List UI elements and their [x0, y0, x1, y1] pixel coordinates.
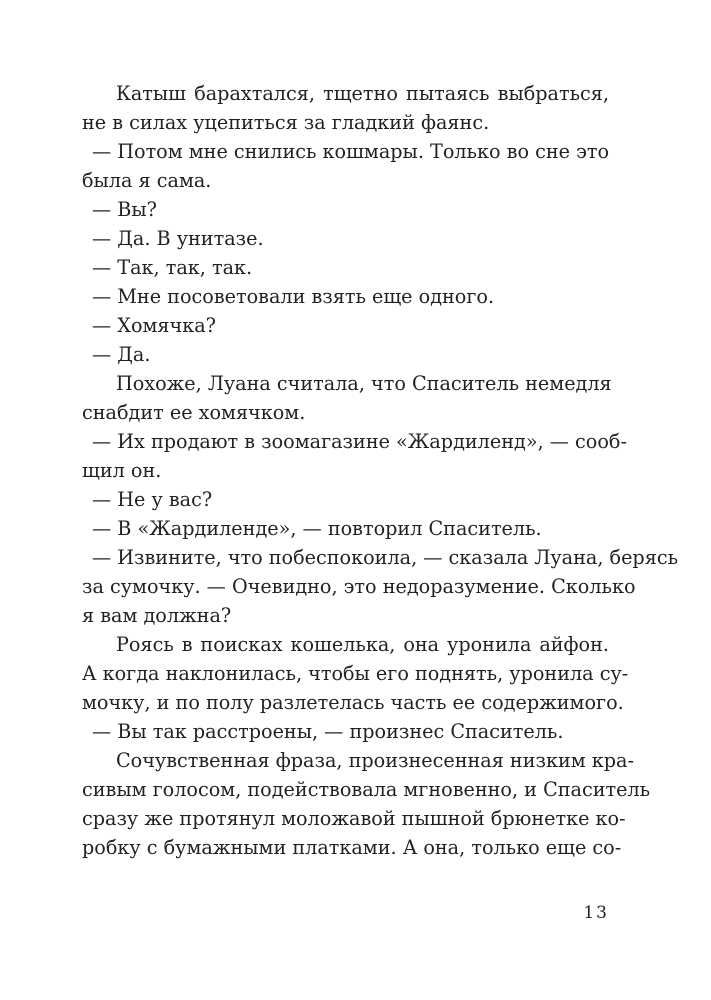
text-line: щил он.	[82, 459, 162, 482]
text-line: была я сама.	[82, 169, 212, 192]
text-line: сразу же протянул моложавой пышной брюнетке ко-	[82, 807, 626, 830]
text-line: — Да. В унитазе.	[92, 227, 264, 250]
text-line: — Потом мне снились кошмары. Только во сне это	[92, 140, 610, 163]
text-line: — Хомячка?	[92, 314, 216, 337]
text-line: мочку, и по полу разлетелась часть ее содержимого.	[82, 691, 624, 714]
text-line: — В «Жардиленде», — повторил Спаситель.	[92, 517, 542, 540]
text-line: за сумочку. — Очевидно, это недоразумение. Сколько	[82, 575, 636, 598]
text-line: — Так, так, так.	[92, 256, 253, 279]
text-line: — Вы так расстроены, — произнес Спаситель.	[92, 720, 564, 743]
text-line: сивым голосом, подействовала мгновенно, и Спаситель	[82, 778, 651, 801]
text-line: я вам должна?	[82, 604, 232, 627]
text-line: не в силах уцепиться за гладкий фаянс.	[82, 111, 490, 134]
body-text	[82, 79, 679, 862]
text-line: — Извините, что побеспокоила, — сказала Луана, берясь	[92, 546, 679, 569]
text-line: робку с бумажными платками. А она, только еще со-	[82, 836, 622, 859]
text-line: снабдит ее хомячком.	[82, 401, 306, 424]
text-line: — Не у вас?	[92, 488, 213, 511]
text-line: — Мне посоветовали взять еще одного.	[92, 285, 495, 308]
text-line: Сочувственная фраза, произнесенная низким кра-	[116, 749, 634, 772]
page-number: 13	[583, 903, 609, 923]
text-line: Похоже, Луана считала, что Спаситель немедля	[116, 372, 612, 395]
text-line: — Да.	[92, 343, 151, 366]
text-line: Катыш барахтался, тщетно пытаясь выбраться,	[116, 82, 609, 105]
text-line: — Их продают в зоомагазине «Жардиленд», — сооб-	[92, 430, 627, 453]
text-line: А когда наклонилась, чтобы его поднять, уронила су-	[82, 662, 629, 685]
text-line: — Вы?	[92, 198, 157, 221]
text-line: Роясь в поисках кошелька, она уронила айфон.	[116, 633, 609, 656]
